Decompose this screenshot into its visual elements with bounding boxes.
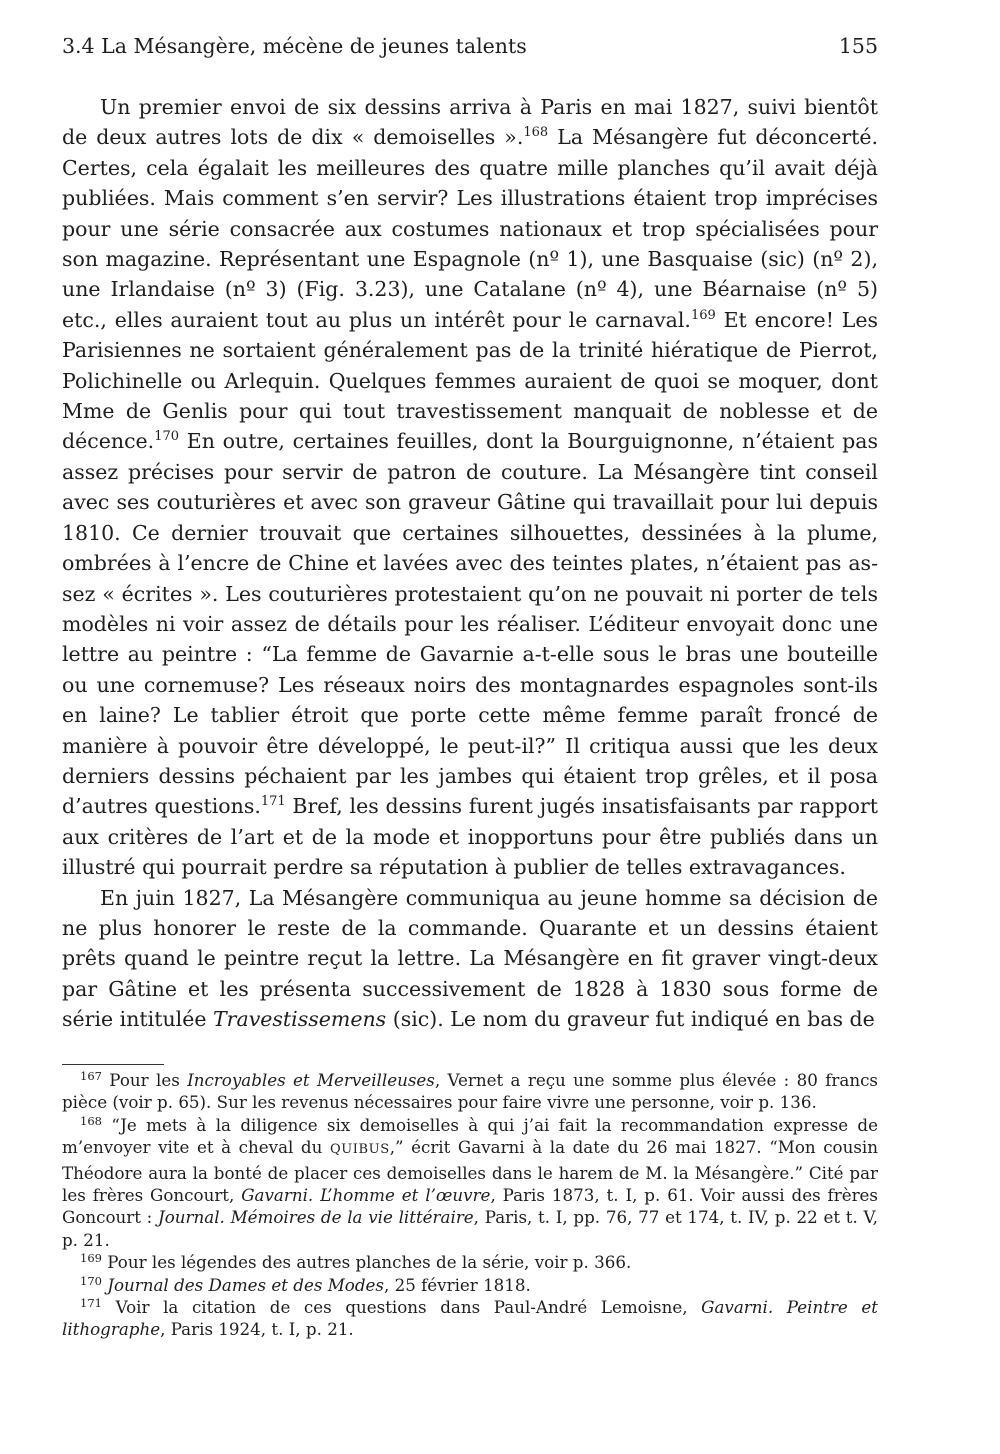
text-run: (sic). Le nom du graveur fut indiqué en bas de — [386, 1007, 875, 1032]
text-run: Bref, les dessins furent jugés insatisfaisants par rapport aux critères de l’art et de la mode et inopportuns pour être publiés dans un illustré qui pourrait perdre sa réputation à publier de telles extravagances. — [62, 794, 878, 880]
small-caps-word: QUIBUS — [329, 1142, 390, 1158]
footnote-ref-170: 170 — [154, 429, 180, 445]
footnote-171 — [62, 1296, 878, 1341]
footnote-170 — [62, 1274, 878, 1296]
italic-title: Gavarni. Peintre et lithographe — [62, 1297, 878, 1340]
page-number: 155 — [838, 34, 878, 58]
footnote-number: 169 — [80, 1251, 102, 1266]
text-run: En outre, certaines feuilles, dont la Bourguignonne, n’étaient pas assez précises pour servir de patron de couture. La Mésangère tint conseil avec ses couturières et avec son graveur Gâtine qui travaillait pour lui depuis 1810. Ce dernier trouvait que certaines silhouettes, dessinées à la plume, ombrées à l’encre de Chine et lavées avec des teintes plates, n’étaient pas assez « écrites ». Les couturières protestaient qu’on ne pouvait ni porter de tels modèles ni voir assez de détails pour les réaliser. L’éditeur envoyait donc une lettre au peintre : “La femme de Gavarnie a-t-elle sous le bras une bouteille ou une cornemuse? Les réseaux noirs des montagnardes espagnoles sont-ils en laine? Le tablier étroit que porte cette même femme paraît froncé de manière à pouvoir être développé, le peut-il?” Il critiqua aussi que les deux derniers dessins péchaient par les jambes qui étaient trop grêles, et il posa d’autres questions. — [62, 429, 878, 819]
footnote-167 — [62, 1069, 878, 1114]
main-text — [62, 92, 878, 1035]
section-title: 3.4 La Mésangère, mécène de jeunes talents — [62, 34, 527, 58]
text-run: Pour les — [101, 1070, 188, 1090]
footnote-ref-169: 169 — [690, 307, 716, 323]
italic-title: Travestissemens — [213, 1007, 387, 1032]
text-run: Un premier envoi de six dessins arriva à Paris en mai 1827, suivi bientôt de deux autres lots de dix « demoiselles ». — [62, 95, 878, 150]
paragraph-2 — [62, 883, 878, 1035]
italic-title: Gavarni. L’homme et l’œuvre — [241, 1185, 491, 1206]
footnote-number: 170 — [80, 1273, 102, 1288]
text-run: Pour les légendes des autres planches de la série, voir p. 366. — [101, 1252, 632, 1273]
footnotes — [62, 1069, 878, 1341]
text-run: “Je mets à la diligence six demoiselles à qui j’ai fait la recommandation expresse de m’envoyer vite et à cheval du — [62, 1114, 878, 1158]
footnote-169 — [62, 1251, 878, 1273]
text-run: En juin 1827, La Mésangère communiqua au jeune homme sa décision de ne plus honorer le reste de la commande. Quarante et un dessins étaient prêts quand le peintre reçut la lettre. La Mésangère en fit graver vingt-deux par Gâtine et les présenta successivement de 1828 à 1830 sous forme de série intitulée — [62, 885, 878, 1032]
text-run: , Paris 1924, t. I, p. 21. — [160, 1319, 354, 1340]
footnote-168 — [62, 1114, 878, 1251]
paragraph-1 — [62, 92, 878, 883]
footnote-number: 171 — [80, 1296, 102, 1311]
text-run: La Mésangère fut déconcerté. Certes, cela égalait les meilleures des quatre mille planches qu’il avait déjà publiées. Mais comment s’en servir? Les illustrations étaient trop imprécises pour une série consacrée aux costumes nationaux et trop spécialisées pour son magazine. Représentant une Espagnole (nº 1), une Basquaise (sic) (nº 2), une Irlandaise (nº 3) (Fig. 3.23), une Catalane (nº 4), une Béarnaise (nº 5) etc., elles auraient tout au plus un intérêt pour le carnaval. — [62, 125, 879, 332]
footnote-number: 168 — [80, 1113, 102, 1128]
footnote-ref-171: 171 — [260, 794, 286, 810]
italic-title: Journal des Dames et des Modes — [107, 1274, 384, 1295]
footnote-number: 167 — [80, 1069, 102, 1083]
italic-title: Incroyables et Merveilleuses — [187, 1070, 435, 1090]
text-run: ,” écrit Gavarni à la date du 26 mai 1827. “Mon cousin Théodore aura la bonté de placer ces demoiselles dans le harem de M. la Mésangère.” Cité par les frères Goncourt, — [62, 1137, 878, 1206]
footnote-ref-168: 168 — [523, 125, 549, 141]
footnote-separator — [62, 1064, 164, 1065]
text-run: Et encore! Les Parisiennes ne sortaient généralement pas de la trinité hiératique de Pierrot, Polichinelle ou Arlequin. Quelques femmes auraient de quoi se moquer, dont Mme de Genlis pour qui tout travestissement manquait de noblesse et de décence. — [62, 307, 878, 454]
text-run: , Paris 1873, t. I, p. 61. Voir aussi des frères Goncourt : — [62, 1185, 878, 1228]
running-header — [62, 30, 878, 62]
text-run: , 25 février 1818. — [383, 1274, 531, 1295]
text-run: Voir la citation de ces questions dans Paul-André Lemoisne, — [101, 1297, 702, 1318]
text-run: , Vernet a reçu une somme plus élevée : 80 francs pièce (voir p. 65). Sur les revenus nécessaires pour faire vivre une personne, voir p. 136. — [62, 1070, 878, 1113]
text-run: , Paris, t. I, pp. 76, 77 et 174, t. IV, p. 22 et t. V, p. 21. — [62, 1207, 878, 1250]
italic-title: Journal. Mémoires de la vie littéraire — [158, 1207, 474, 1228]
